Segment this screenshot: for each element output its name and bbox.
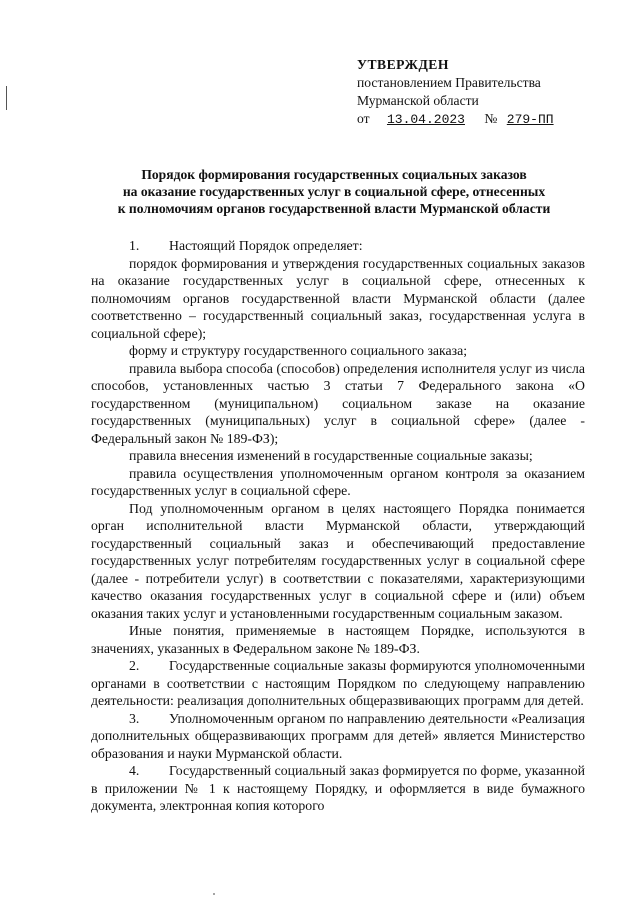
paragraph-text: правила внесения изменений в государственные социальные заказы;: [129, 448, 533, 463]
paragraph: [91, 237, 585, 255]
paragraph: [91, 447, 585, 465]
paragraph-text: Под уполномоченным органом в целях настоящего Порядка понимается орган исполнительной власти Мурманской области, утверждающий государственный социальный заказ и обеспечивающий предоставление государственных услуг потребителям государственных услуг в социальной сфере (далее - потребители услуг) в соответствии с показателями, характеризующими качество оказания государственных услуг в социальной сфере и (или) объем оказания таких услуг и установленными государственным социальным заказом.: [91, 500, 585, 621]
paragraph: [91, 360, 585, 448]
paragraph-text: форму и структуру государственного социального заказа;: [129, 343, 468, 358]
approval-heading: УТВЕРЖДЕН: [357, 57, 449, 72]
paragraph: [91, 500, 585, 623]
scan-speck: [213, 893, 215, 895]
paragraph: [91, 465, 585, 500]
paragraph: [91, 342, 585, 360]
approval-stamp: [357, 56, 617, 129]
paragraph-text: Государственный социальный заказ формируется по форме, указанной в приложении № 1 к настоящему Порядку, и оформляется в виде бумажного документа, электронная копия которого: [91, 763, 585, 813]
paragraph-number: 3.: [129, 710, 140, 726]
approval-line-1: постановлением Правительства: [357, 75, 541, 90]
approval-from-label: от: [357, 111, 370, 126]
approval-date-line: [357, 110, 617, 129]
paragraph-text: Уполномоченным органом по направлению деятельности «Реализация дополнительных общеразвивающих программ для детей» является Министерство образования и науки Мурманской области.: [91, 710, 585, 761]
title-line-2: на оказание государственных услуг в социальной сфере, отнесенных: [122, 184, 546, 199]
paragraph-number: 1.: [129, 238, 140, 253]
paragraph: [91, 762, 585, 815]
approval-number: 279-ПП: [506, 112, 554, 127]
paragraph-text: Настоящий Порядок определяет:: [169, 238, 363, 253]
paragraph-text: Государственные социальные заказы формируются уполномоченными органами в соответствии с настоящим Порядком по следующему направлению деятельности: реализация дополнительных общеразвивающих программ для детей.: [91, 658, 585, 708]
title-line-1: Порядок формирования государственных социальных заказов: [141, 167, 527, 182]
paragraph-text: порядок формирования и утверждения государственных социальных заказов на оказание государственных услуг в социальной сфере, отнесенных к полномочиям органов государственной власти Мурманской области (далее соответственно – государственный социальный заказ, государственная услуга в социальной сфере);: [91, 255, 585, 341]
paragraph-number: 2.: [129, 658, 140, 673]
paragraph-number: 4.: [129, 763, 140, 778]
paragraph-text: правила выбора способа (способов) определения исполнителя услуг из числа способов, установленных частью 3 статьи 7 Федерального закона «О государственном (муниципальном) социальном заказе на оказание государственных (муниципальных) услуг в социальной сфере» (далее - Федеральный закон № 189-ФЗ);: [91, 360, 585, 446]
margin-mark: [6, 86, 7, 110]
paragraph: [91, 657, 585, 710]
paragraph: [91, 622, 585, 657]
paragraph: [91, 255, 585, 343]
title-line-3: к полномочиям органов государственной власти Мурманской области: [117, 201, 551, 216]
approval-line-2: Мурманской области: [357, 93, 479, 108]
approval-date: 13.04.2023: [386, 112, 465, 127]
approval-number-label: №: [484, 111, 498, 126]
document-title: [40, 166, 628, 217]
document-body: [91, 237, 585, 815]
paragraph: [91, 710, 585, 763]
paragraph-text: правила осуществления уполномоченным органом контроля за оказанием государственных услуг в социальной сфере.: [91, 465, 585, 498]
paragraph-text: Иные понятия, применяемые в настоящем Порядке, используются в значениях, указанных в Федеральном законе № 189-ФЗ.: [91, 623, 585, 656]
